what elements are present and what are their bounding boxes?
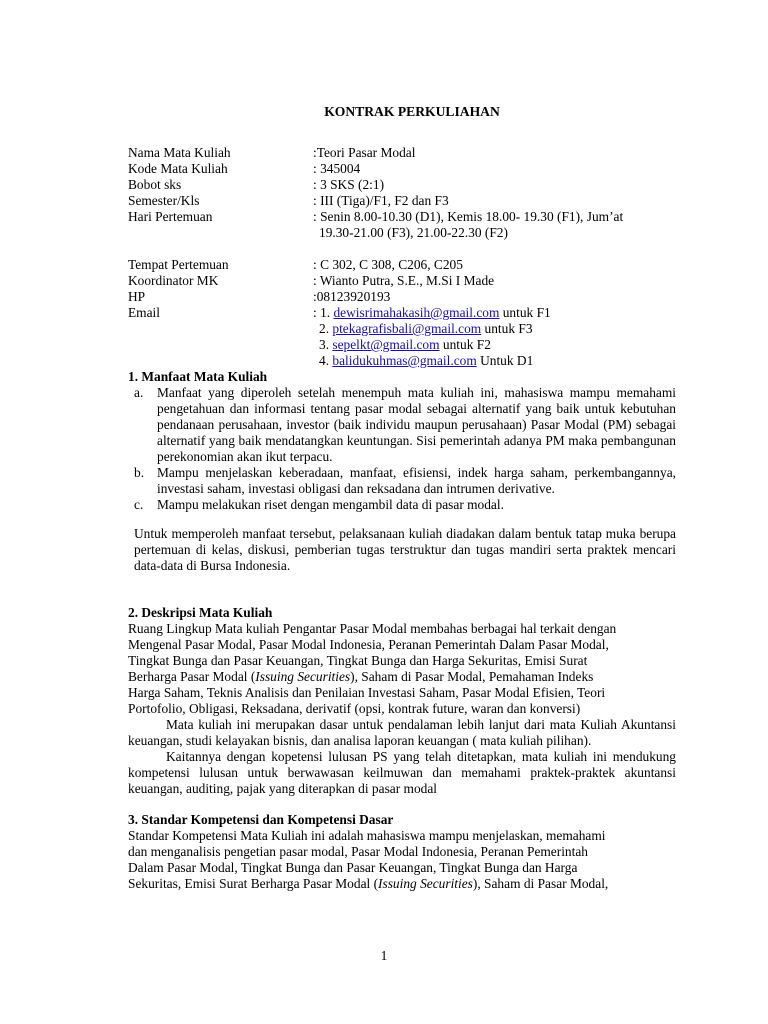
- info-row-semester: [128, 193, 676, 209]
- info-value: : 3 SKS (2:1): [313, 177, 385, 192]
- info-row-koordinator: [128, 273, 676, 289]
- document-title: KONTRAK PERKULIAHAN: [324, 104, 500, 119]
- list-item: [128, 465, 676, 497]
- text-line: Ruang Lingkup Mata kuliah Pengantar Pasar Modal membahas berbagai hal terkait dengan: [128, 621, 617, 636]
- email-suffix: untuk F2: [439, 337, 491, 352]
- text-span: ), Saham di Pasar Modal,: [472, 876, 609, 891]
- email-line: [319, 321, 676, 337]
- info-value: : Senin 8.00-10.30 (D1), Kemis 18.00- 19.30 (F1), Jum’at: [313, 209, 624, 224]
- email-suffix: Untuk D1: [476, 353, 534, 368]
- paragraph: Kaitannya dengan kopetensi lulusan PS yang telah ditetapkan, mata kuliah ini mendukung kompetensi lulusan untuk berwawasan keilmuwan dan memahami praktek-praktek akuntansi keuangan, auditing, pajak yang diterapkan di pasar modal: [128, 749, 676, 796]
- email-prefix: : 1.: [313, 305, 334, 320]
- section-heading: 1. Manfaat Mata Kuliah: [128, 369, 268, 384]
- section-heading: 3. Standar Kompetensi dan Kompetensi Dasar: [128, 812, 394, 827]
- email-link[interactable]: sepelkt@gmail.com: [332, 337, 440, 352]
- info-label: Tempat Pertemuan: [128, 257, 229, 272]
- document-body: [128, 104, 676, 892]
- italic-term: Issuing Securities: [378, 876, 473, 891]
- email-prefix: 2.: [319, 321, 333, 336]
- text-line: Tingkat Bunga dan Pasar Keuangan, Tingkat Bunga dan Harga Sekuritas, Emisi Surat: [128, 653, 588, 668]
- text-line: dan menganalisis pengetian pasar modal, Pasar Modal Indonesia, Peranan Pemerintah: [128, 844, 588, 859]
- info-label: Hari Pertemuan: [128, 209, 213, 224]
- text-line: Portofolio, Obligasi, Reksadana, derivatif (opsi, kontrak future, waran dan konversi): [128, 701, 581, 716]
- page-number: 1: [380, 948, 388, 963]
- info-label: Email: [128, 305, 160, 320]
- text-line: Mengenal Pasar Modal, Pasar Modal Indonesia, Peranan Pemerintah Dalam Pasar Modal,: [128, 637, 609, 652]
- info-value-continuation: 19.30-21.00 (F3), 21.00-22.30 (F2): [319, 225, 508, 240]
- email-line: [319, 353, 676, 369]
- info-value: :08123920193: [313, 289, 391, 304]
- info-label: Nama Mata Kuliah: [128, 145, 231, 160]
- info-row-hari: [128, 209, 676, 225]
- info-label: Semester/Kls: [128, 193, 200, 208]
- info-row-hp: [128, 289, 676, 305]
- text-span: Sekuritas, Emisi Surat Berharga Pasar Modal (: [128, 876, 379, 891]
- info-value: : III (Tiga)/F1, F2 dan F3: [313, 193, 449, 208]
- text-span: ), Saham di Pasar Modal, Pemahaman Indeks: [350, 669, 594, 684]
- paragraph: [128, 828, 676, 892]
- paragraph: Mata kuliah ini merupakan dasar untuk pendalaman lebih lanjut dari mata Kuliah Akuntansi keuangan, studi kelayakan bisnis, dan analisa laporan keuangan ( mata kuliah pilihan).: [128, 717, 676, 748]
- email-link[interactable]: balidukuhmas@gmail.com: [332, 353, 477, 368]
- text-span: Berharga Pasar Modal (: [128, 669, 256, 684]
- email-suffix: untuk F3: [481, 321, 533, 336]
- list-item-text: Manfaat yang diperoleh setelah menempuh mata kuliah ini, mahasiswa mampu memahami pengetahuan dan informasi tentang pasar modal sebagai alternatif yang baik untuk kebutuhan pendanaan perusahaan, investor (baik individu maupun perusahaan) Pasar Modal (PM) sebagai alternatif yang baik mendatangkan keuntungan. Sisi pemerintah adanya PM maka pembangunan perekonomian akan ikut terpacu.: [157, 385, 676, 464]
- text-line: Harga Saham, Teknis Analisis dan Penilaian Investasi Saham, Pasar Modal Efisien, Teori: [128, 685, 606, 700]
- list-item-text: Mampu menjelaskan keberadaan, manfaat, efisiensi, indek harga saham, perkembangannya, investasi saham, investasi obligasi dan reksadana dan intrumen derivative.: [157, 465, 676, 496]
- italic-term: Issuing Securities: [255, 669, 351, 684]
- info-value: : Wianto Putra, S.E., M.Si I Made: [313, 273, 495, 288]
- info-value: : 345004: [313, 161, 361, 176]
- info-value: : C 302, C 308, C206, C205: [313, 257, 463, 272]
- section-heading: 2. Deskripsi Mata Kuliah: [128, 605, 273, 620]
- info-label: Koordinator MK: [128, 273, 219, 288]
- text-line: Dalam Pasar Modal, Tingkat Bunga dan Pasar Keuangan, Tingkat Bunga dan Harga: [128, 860, 578, 875]
- list-item: [128, 385, 676, 465]
- info-row-bobot: [128, 177, 676, 193]
- info-row-kode: [128, 161, 676, 177]
- email-line: [313, 305, 551, 321]
- text-line: [128, 876, 676, 892]
- email-link[interactable]: dewisrimahakasih@gmail.com: [333, 305, 500, 320]
- paragraph: Untuk memperoleh manfaat tersebut, pelaksanaan kuliah diadakan dalam bentuk tatap muka berupa pertemuan di kelas, diskusi, pemberian tugas terstruktur dan tugas mandiri serta praktek mencari data-data di Bursa Indonesia.: [134, 526, 676, 573]
- info-row-tempat: [128, 257, 676, 273]
- email-line: [319, 337, 676, 353]
- info-label: Bobot sks: [128, 177, 182, 192]
- info-label: Kode Mata Kuliah: [128, 161, 228, 176]
- list-marker: c.: [134, 497, 144, 512]
- email-suffix: untuk F1: [499, 305, 551, 320]
- paragraph: [128, 621, 676, 717]
- email-prefix: 4.: [319, 353, 333, 368]
- info-row-nama: [128, 145, 676, 161]
- list-item: [128, 497, 676, 513]
- benefit-list: [128, 385, 676, 513]
- list-item-text: Mampu melakukan riset dengan mengambil data di pasar modal.: [157, 497, 504, 512]
- text-line: Standar Kompetensi Mata Kuliah ini adalah mahasiswa mampu menjelaskan, memahami: [128, 828, 606, 843]
- info-value: :Teori Pasar Modal: [313, 145, 416, 160]
- list-marker: b.: [134, 465, 145, 480]
- text-line: [128, 669, 676, 685]
- list-marker: a.: [134, 385, 144, 400]
- email-prefix: 3.: [319, 337, 333, 352]
- info-row-email: [128, 305, 676, 321]
- info-label: HP: [128, 289, 146, 304]
- email-link[interactable]: ptekagrafisbali@gmail.com: [332, 321, 482, 336]
